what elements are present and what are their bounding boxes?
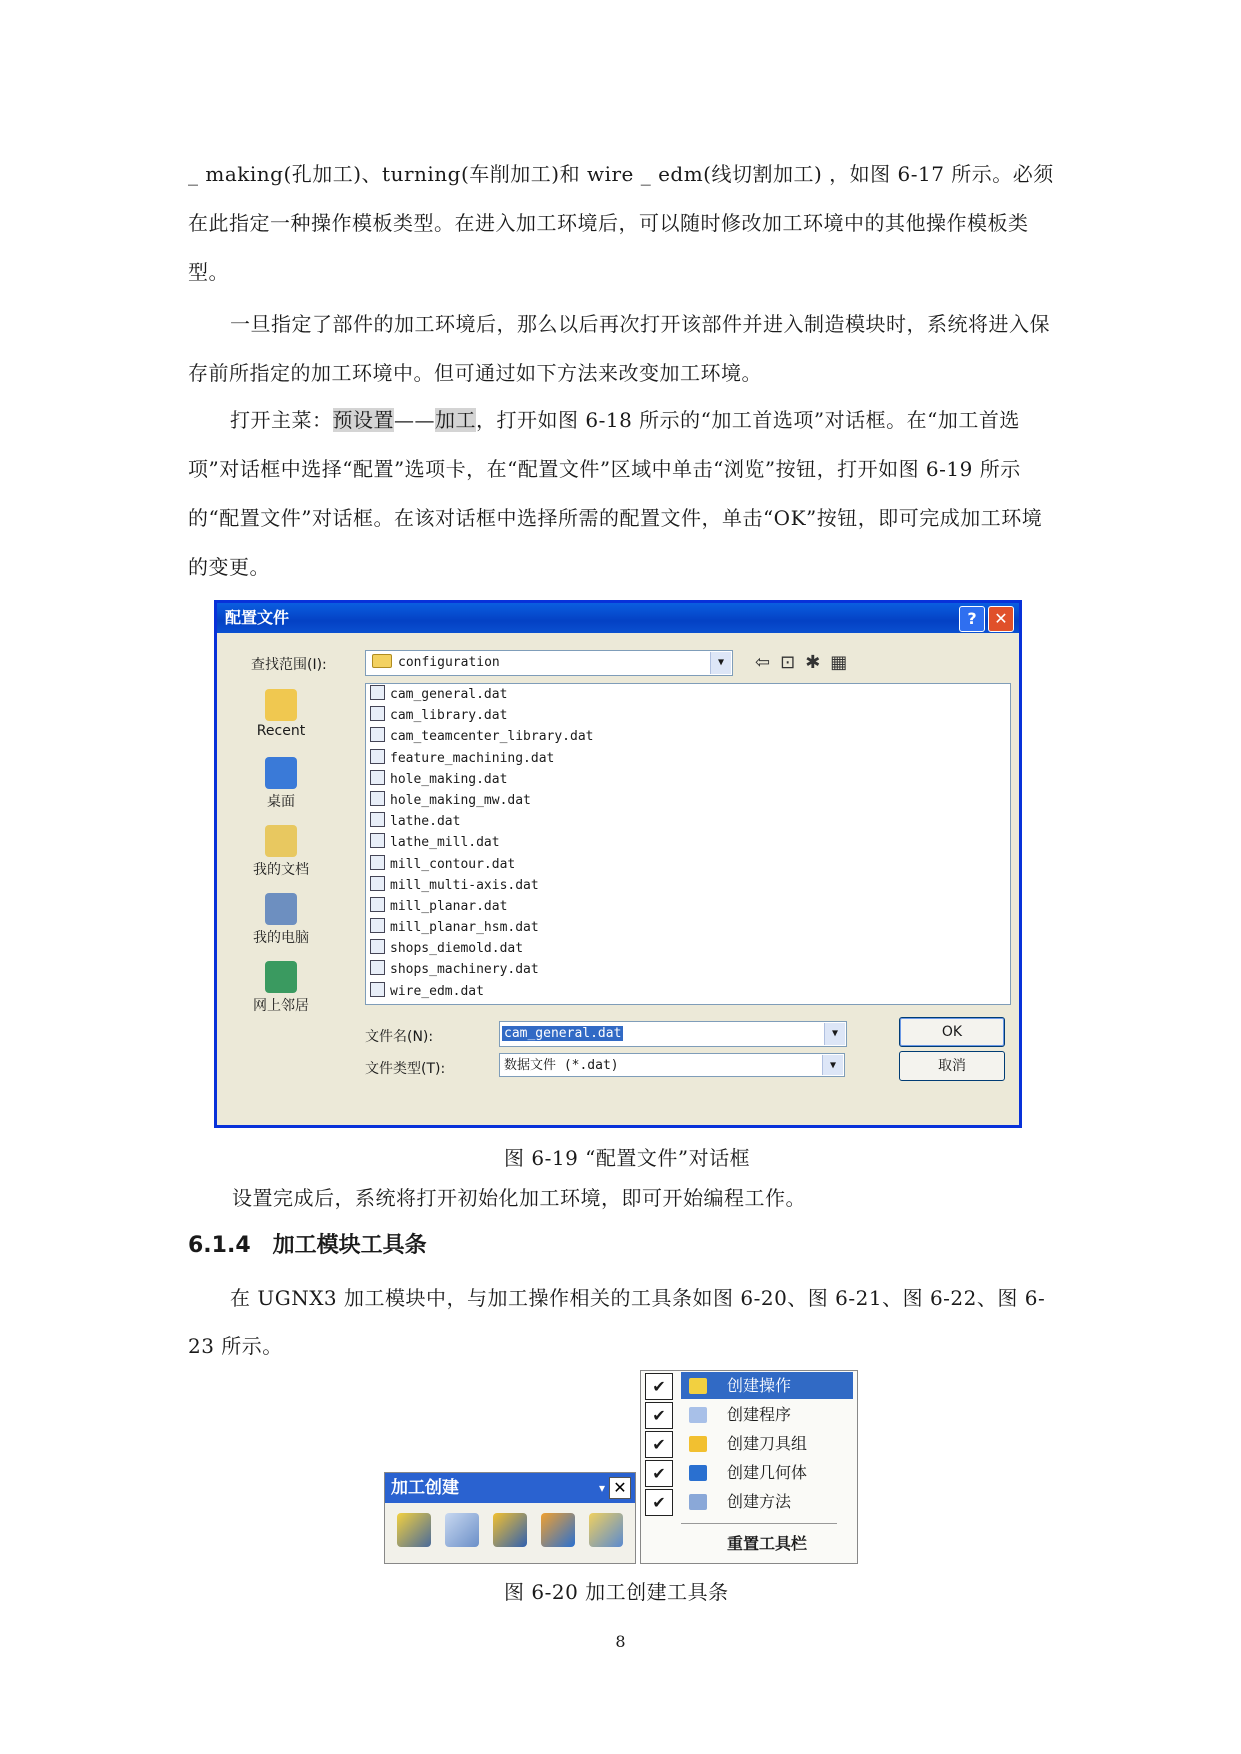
file-icon: [370, 876, 385, 891]
filename-label: 文件名(N):: [365, 1029, 434, 1045]
place-label: 我的文档: [253, 862, 309, 878]
file-icon: [370, 770, 385, 785]
menu-path-dash: ——: [394, 408, 435, 432]
file-name: mill_multi-axis.dat: [390, 877, 539, 893]
dialog-titlebar: [217, 603, 1019, 633]
place-network[interactable]: [229, 961, 333, 1025]
up-folder-icon[interactable]: ⊡: [780, 652, 806, 673]
check-icon[interactable]: ✔: [645, 1460, 673, 1487]
file-name: cam_teamcenter_library.dat: [390, 729, 594, 745]
menu-path-preferences: 预设置: [332, 408, 394, 432]
file-icon: [370, 791, 385, 806]
list-item[interactable]: [366, 705, 1010, 726]
file-icon: [370, 982, 385, 997]
menu-item-label: 创建方法: [727, 1492, 792, 1511]
create-geometry-icon[interactable]: [541, 1513, 575, 1547]
ok-button[interactable]: OK: [899, 1017, 1005, 1047]
new-folder-icon[interactable]: ✱: [805, 652, 831, 673]
file-name: shops_diemold.dat: [390, 941, 524, 957]
filename-value: cam_general.dat: [504, 1026, 622, 1041]
filetype-label: 文件类型(T):: [365, 1061, 446, 1077]
create-operation-icon: [689, 1378, 707, 1394]
file-icon: [370, 727, 385, 742]
file-icon: [370, 706, 385, 721]
file-icon: [370, 855, 385, 870]
file-name: hole_making_mw.dat: [390, 792, 531, 808]
cancel-button[interactable]: 取消: [899, 1051, 1005, 1081]
toolbar-close-button[interactable]: ✕: [609, 1477, 631, 1499]
create-operation-icon[interactable]: [397, 1513, 431, 1547]
menu-item-label: 创建操作: [727, 1376, 792, 1395]
help-button[interactable]: ?: [959, 606, 985, 632]
create-method-icon: [689, 1494, 707, 1510]
file-name: lathe_mill.dat: [390, 835, 500, 851]
lookin-value: configuration: [398, 655, 500, 670]
paragraph-1: _ making(孔加工)、turning(车削加工)和 wire _ edm(线切割加工) ，如图 6-17 所示。必须在此指定一种操作模板类型。在进入加工环境后，可以随时修改加工环境中的其他操作模板类型。: [188, 162, 1054, 284]
menu-item-label: 创建几何体: [727, 1463, 808, 1482]
list-item[interactable]: [366, 811, 1010, 832]
place-label: 我的电脑: [253, 930, 309, 946]
menu-separator: [681, 1523, 837, 1524]
file-name: lathe.dat: [390, 814, 461, 830]
configuration-file-dialog: [214, 600, 1022, 1128]
list-item[interactable]: [366, 959, 1010, 980]
list-item[interactable]: [366, 726, 1010, 747]
list-item[interactable]: [366, 896, 1010, 917]
file-name: shops_machinery.dat: [390, 962, 539, 978]
filename-input[interactable]: [499, 1021, 847, 1047]
paragraph-2: 一旦指定了部件的加工环境后，那么以后再次打开该部件并进入制造模块时，系统将进入保存前所指定的加工环境中。但可通过如下方法来改变加工环境。: [188, 312, 1050, 385]
documents-icon: [265, 825, 297, 857]
list-item[interactable]: [366, 875, 1010, 896]
place-my-documents[interactable]: [229, 825, 333, 889]
check-icon[interactable]: ✔: [645, 1431, 673, 1458]
close-button[interactable]: ✕: [988, 606, 1014, 632]
reset-toolbar-item[interactable]: 重置工具栏: [727, 1534, 808, 1553]
place-label: 桌面: [267, 794, 295, 810]
create-method-icon[interactable]: [589, 1513, 623, 1547]
place-desktop[interactable]: [229, 757, 333, 821]
file-list[interactable]: [365, 683, 1011, 1005]
back-icon[interactable]: ⇦: [755, 652, 781, 673]
file-name: mill_contour.dat: [390, 856, 516, 872]
file-name: cam_general.dat: [390, 687, 508, 702]
list-item[interactable]: [366, 917, 1010, 938]
places-bar: [229, 685, 333, 1025]
create-geometry-icon: [689, 1465, 707, 1481]
menu-item-create-tool[interactable]: [641, 1429, 857, 1458]
file-name: feature_machining.dat: [390, 750, 555, 766]
menu-item-create-operation[interactable]: [641, 1371, 857, 1400]
list-item[interactable]: [366, 790, 1010, 811]
machining-create-toolbar: [384, 1472, 636, 1564]
check-icon[interactable]: ✔: [645, 1373, 673, 1400]
paragraph-5: 在 UGNX3 加工模块中，与加工操作相关的工具条如图 6-20、图 6-21、图 6-22、图 6-23 所示。: [188, 1286, 1046, 1358]
paragraph-4: 设置完成后，系统将打开初始化加工环境，即可开始编程工作。: [232, 1186, 806, 1210]
section-heading: [188, 1228, 427, 1259]
list-item[interactable]: [366, 684, 1010, 705]
list-item[interactable]: [366, 832, 1010, 853]
toolbar-buttons: [385, 1503, 635, 1557]
place-recent[interactable]: [229, 689, 333, 753]
create-tool-icon[interactable]: [493, 1513, 527, 1547]
file-icon: [370, 960, 385, 975]
check-icon[interactable]: ✔: [645, 1489, 673, 1516]
list-item[interactable]: [366, 748, 1010, 769]
place-label: 网上邻居: [253, 998, 309, 1014]
place-label: Recent: [256, 723, 306, 739]
menu-item-label: 创建刀具组: [727, 1434, 808, 1453]
page-number: 8: [615, 1632, 626, 1651]
folder-icon: [372, 654, 392, 668]
menu-item-create-geometry[interactable]: [641, 1458, 857, 1487]
toolbar-options-icon[interactable]: ▾: [598, 1481, 605, 1495]
toolbar-customize-menu: [640, 1370, 858, 1564]
menu-item-label: 创建程序: [727, 1405, 792, 1424]
file-name: wire_edm.dat: [390, 983, 484, 999]
menu-item-create-method[interactable]: [641, 1487, 857, 1516]
list-item[interactable]: [366, 938, 1010, 959]
paragraph-3: [188, 396, 1058, 592]
chevron-down-icon[interactable]: ▼: [824, 1023, 845, 1045]
file-icon: [370, 685, 385, 700]
chevron-down-icon[interactable]: ▼: [710, 652, 731, 674]
check-icon[interactable]: ✔: [645, 1402, 673, 1429]
create-tool-icon: [689, 1436, 707, 1452]
file-icon: [370, 939, 385, 954]
filetype-select[interactable]: [499, 1053, 845, 1077]
list-item[interactable]: [366, 854, 1010, 875]
paragraph-3-rest: ，打开如图 6-18 所示的“加工首选项”对话框。在“加工首选项”对话框中选择“配置”选项卡，在“配置文件”区域中单击“浏览”按钮，打开如图 6-19 所示的“配置文件”对话框。在该对话框中选择所需的配置文件，单击“OK”按钮，即可完成加工环境的变更。: [188, 408, 1043, 579]
recent-folder-icon: [265, 689, 297, 721]
file-icon: [370, 918, 385, 933]
file-icon: [370, 833, 385, 848]
menu-path-machining: 加工: [435, 408, 476, 432]
lookin-select[interactable]: [365, 650, 733, 676]
section-title: 加工模块工具条: [272, 1233, 427, 1258]
lookin-label: 查找范围(I):: [251, 657, 327, 673]
network-icon: [265, 961, 297, 993]
view-menu-icon[interactable]: ▦: [830, 652, 858, 673]
toolbar-title: 加工创建: [391, 1478, 459, 1498]
file-icon: [370, 812, 385, 827]
file-name: cam_library.dat: [390, 708, 508, 724]
file-icon: [370, 897, 385, 912]
computer-icon: [265, 893, 297, 925]
paragraph-3-start: 打开主菜：: [230, 408, 333, 432]
file-icon: [370, 749, 385, 764]
dialog-title: 配置文件: [225, 608, 290, 627]
figure-caption-6-19: 图 6-19 “配置文件”对话框: [504, 1146, 751, 1170]
section-number: 6.1.4: [188, 1233, 251, 1258]
navigation-toolbar: [755, 652, 857, 673]
create-program-icon[interactable]: [445, 1513, 479, 1547]
file-name: mill_planar.dat: [390, 898, 508, 914]
desktop-icon: [265, 757, 297, 789]
file-name: mill_planar_hsm.dat: [390, 920, 539, 936]
menu-item-create-program[interactable]: [641, 1400, 857, 1429]
place-my-computer[interactable]: [229, 893, 333, 957]
toolbar-titlebar: [385, 1473, 635, 1503]
create-program-icon: [689, 1407, 707, 1423]
figure-caption-6-20: 图 6-20 加工创建工具条: [504, 1580, 729, 1604]
chevron-down-icon[interactable]: ▼: [822, 1055, 843, 1075]
list-item[interactable]: [366, 769, 1010, 790]
list-item[interactable]: [366, 981, 1010, 1002]
file-name: hole_making.dat: [390, 771, 508, 787]
filetype-value: 数据文件 (*.dat): [504, 1058, 619, 1073]
